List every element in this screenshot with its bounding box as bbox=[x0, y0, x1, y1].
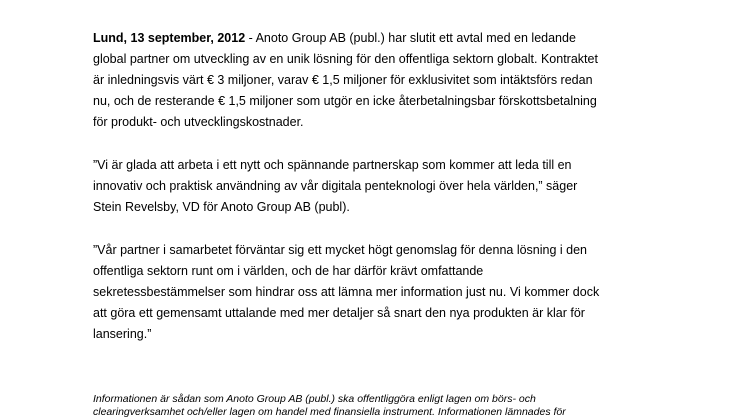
disclosure-footnote bbox=[93, 393, 653, 419]
paragraph-quote-ceo-line-2: innovativ och praktisk användning av vår digitala penteknologi över hela världen,” säger bbox=[93, 179, 578, 193]
dateline: Lund, 13 september, 2012 bbox=[93, 31, 246, 45]
paragraph-quote-ceo-line-3: Stein Revelsby, VD för Anoto Group AB (publ). bbox=[93, 200, 350, 214]
paragraph-intro-line-2: global partner om utveckling av en unik lösning för den offentliga sektorn globalt. Kontraktet bbox=[93, 52, 598, 66]
paragraph-quote-partner-line-1: ”Vår partner i samarbetet förväntar sig ett mycket högt genomslag för denna lösning i den bbox=[93, 243, 588, 257]
paragraph-intro-line-5: för produkt- och utvecklingskostnader. bbox=[93, 115, 304, 129]
disclosure-footnote-line-2: clearingverksamhet och/eller lagen om handel med finansiella instrument. Informationen lämnades för bbox=[93, 406, 566, 418]
paragraph-quote-ceo bbox=[93, 155, 643, 218]
paragraph-quote-partner-line-3: sekretessbestämmelser som hindrar oss att lämna mer information just nu. Vi kommer dock bbox=[93, 285, 600, 299]
paragraph-intro-line-4: nu, och de resterande € 1,5 miljoner som utgör en icke återbetalningsbar förskottsbetalning bbox=[93, 94, 597, 108]
press-release-body bbox=[93, 28, 643, 367]
paragraph-quote-partner-line-5: lansering.” bbox=[93, 327, 152, 341]
paragraph-intro-line-1 bbox=[93, 28, 643, 49]
disclosure-footnote-line-1: Informationen är sådan som Anoto Group AB (publ.) ska offentliggöra enligt lagen om börs- och bbox=[93, 393, 536, 405]
paragraph-quote-partner-line-2: offentliga sektorn runt om i världen, och de har därför krävt omfattande bbox=[93, 264, 484, 278]
paragraph-quote-partner-line-4: att göra ett gemensamt uttalande med mer detaljer så snart den nya produkten är klar för bbox=[93, 306, 585, 320]
intro-line-1-text: - Anoto Group AB (publ.) har slutit ett avtal med en ledande bbox=[245, 31, 576, 45]
paragraph-quote-partner bbox=[93, 240, 643, 345]
paragraph-intro bbox=[93, 28, 643, 133]
paragraph-quote-ceo-line-1: ”Vi är glada att arbeta i ett nytt och spännande partnerskap som kommer att leda till en bbox=[93, 158, 572, 172]
paragraph-intro-line-3: är inledningsvis värt € 3 miljoner, varav € 1,5 miljoner för exklusivitet som intäktsförs redan bbox=[93, 73, 593, 87]
